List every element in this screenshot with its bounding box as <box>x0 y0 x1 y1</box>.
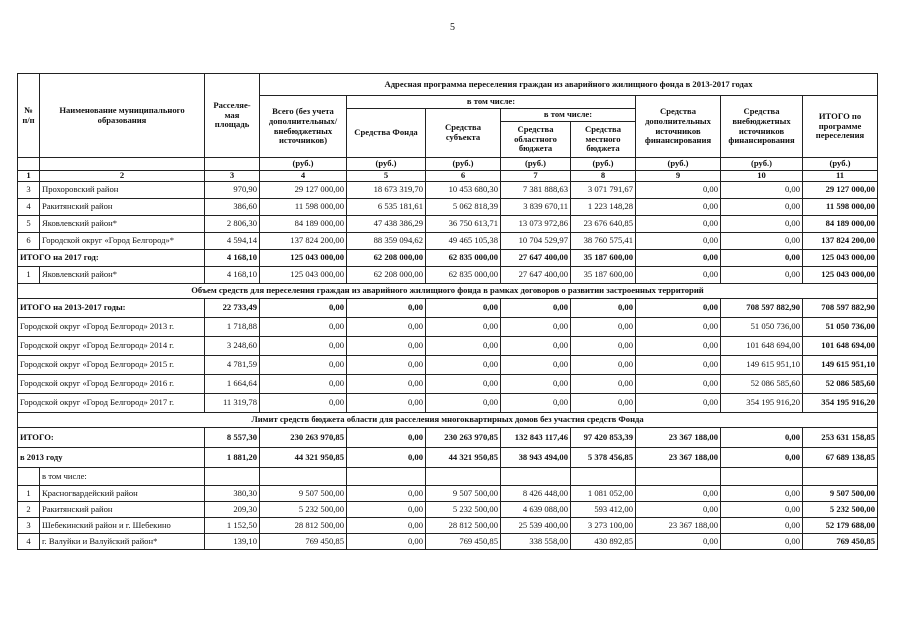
table-cell: 18 673 319,70 <box>347 182 426 199</box>
table-cell: 36 750 613,71 <box>426 216 501 233</box>
table-cell: 11 598 000,00 <box>260 199 347 216</box>
table-cell: 6 535 181,61 <box>347 199 426 216</box>
table-cell: 8 426 448,00 <box>501 486 571 502</box>
table-cell: 7 381 888,63 <box>501 182 571 199</box>
table-cell: Ракитянский район <box>40 199 205 216</box>
table-cell: 35 187 600,00 <box>571 267 636 284</box>
table-cell: 4 <box>18 199 40 216</box>
table-cell: 4 <box>18 534 40 550</box>
table-cell: 47 438 386,29 <box>347 216 426 233</box>
unit-label: (руб.) <box>501 158 571 171</box>
table-cell: 0,00 <box>260 375 347 394</box>
table-cell <box>18 468 40 486</box>
table-cell: 7 <box>501 171 571 182</box>
table-cell: 0,00 <box>501 356 571 375</box>
table-cell: 0,00 <box>721 428 803 448</box>
table-cell: 4 168,10 <box>205 267 260 284</box>
table-cell: 29 127 000,00 <box>803 182 878 199</box>
table-cell: 9 <box>636 171 721 182</box>
table-row <box>18 468 878 486</box>
table-cell: 4 639 088,00 <box>501 502 571 518</box>
table-cell: 0,00 <box>636 356 721 375</box>
table-cell: 593 412,00 <box>571 502 636 518</box>
table-cell: 0,00 <box>571 299 636 318</box>
table-cell: 9 507 500,00 <box>803 486 878 502</box>
table-cell: 10 <box>721 171 803 182</box>
table-body <box>18 171 878 550</box>
table-cell: 28 812 500,00 <box>260 518 347 534</box>
table-cell: 0,00 <box>347 428 426 448</box>
table-cell: 230 263 970,85 <box>260 428 347 448</box>
table-row <box>18 337 878 356</box>
table-cell: 4 594,14 <box>205 233 260 250</box>
table-cell: ИТОГО на 2013-2017 годы: <box>18 299 205 318</box>
table-cell: Яковлевский район* <box>40 267 205 284</box>
table-cell: 149 615 951,10 <box>721 356 803 375</box>
table-cell: 4 168,10 <box>205 250 260 267</box>
table-cell: 0,00 <box>347 356 426 375</box>
table-cell: 35 187 600,00 <box>571 250 636 267</box>
table-row <box>18 534 878 550</box>
table-cell: 132 843 117,46 <box>501 428 571 448</box>
table-cell: 1 081 052,00 <box>571 486 636 502</box>
table-row <box>18 448 878 468</box>
table-cell: 0,00 <box>636 182 721 199</box>
table-cell <box>571 468 636 486</box>
subject-header: Средства субъекта <box>426 109 501 158</box>
table-cell: Городской округ «Город Белгород» 2014 г. <box>18 337 205 356</box>
table-cell: 2 <box>18 502 40 518</box>
table-cell: 0,00 <box>636 250 721 267</box>
table-row <box>18 284 878 299</box>
table-cell: 0,00 <box>347 502 426 518</box>
table-cell: 0,00 <box>721 216 803 233</box>
table-cell: 84 189 000,00 <box>803 216 878 233</box>
table-cell: 23 367 188,00 <box>636 518 721 534</box>
table-cell: 11 <box>803 171 878 182</box>
table-cell: 5 062 818,39 <box>426 199 501 216</box>
table-cell: 149 615 951,10 <box>803 356 878 375</box>
table-cell: 0,00 <box>347 518 426 534</box>
table-cell: 0,00 <box>501 299 571 318</box>
table-row <box>18 428 878 448</box>
table-cell: 708 597 882,90 <box>721 299 803 318</box>
table-cell: 51 050 736,00 <box>803 318 878 337</box>
table-cell: Лимит средств бюджета области для расселения многоквартирных домов без участия средств Фонда <box>18 413 878 428</box>
table-cell: 9 507 500,00 <box>260 486 347 502</box>
table-cell: 4 <box>260 171 347 182</box>
table-cell: 3 248,60 <box>205 337 260 356</box>
table-cell: 0,00 <box>347 337 426 356</box>
table-cell: 137 824 200,00 <box>260 233 347 250</box>
table-row <box>18 356 878 375</box>
table-row <box>18 394 878 413</box>
unit-label: (руб.) <box>803 158 878 171</box>
table-cell: Яковлевский район* <box>40 216 205 233</box>
table-cell: 386,60 <box>205 199 260 216</box>
table-cell: 1 223 148,28 <box>571 199 636 216</box>
table-cell: 6 <box>18 233 40 250</box>
table-cell: 0,00 <box>721 250 803 267</box>
table-cell: Городской округ «Город Белгород» 2015 г. <box>18 356 205 375</box>
table-cell: 8 557,30 <box>205 428 260 448</box>
table-cell: 769 450,85 <box>803 534 878 550</box>
table-cell: 11 598 000,00 <box>803 199 878 216</box>
table-row <box>18 502 878 518</box>
table-cell <box>803 468 878 486</box>
table-cell: 0,00 <box>347 448 426 468</box>
table-cell: 1 <box>18 267 40 284</box>
table-cell: 0,00 <box>347 534 426 550</box>
table-cell: ИТОГО: <box>18 428 205 448</box>
table-cell: Прохоровский район <box>40 182 205 199</box>
table-cell: 44 321 950,85 <box>260 448 347 468</box>
table-cell: 1 <box>18 171 40 182</box>
col-name-header: Наименование муниципального образования <box>40 74 205 158</box>
table-cell: 2 <box>40 171 205 182</box>
table-cell: г. Валуйки и Валуйский район* <box>40 534 205 550</box>
table-cell: 0,00 <box>347 394 426 413</box>
table-cell: 0,00 <box>636 233 721 250</box>
table-cell: 0,00 <box>571 356 636 375</box>
table-row <box>18 199 878 216</box>
table-cell: Ракитянский район <box>40 502 205 518</box>
table-cell: 38 943 494,00 <box>501 448 571 468</box>
table-cell: 27 647 400,00 <box>501 267 571 284</box>
total-header: Всего (без учета дополнительных/ внебюджетных источников) <box>260 96 347 158</box>
table-cell: 0,00 <box>721 182 803 199</box>
table-cell: 28 812 500,00 <box>426 518 501 534</box>
table-cell: 0,00 <box>636 299 721 318</box>
table-cell: 5 <box>18 216 40 233</box>
table-cell: 62 208 000,00 <box>347 267 426 284</box>
table-cell: 1 664,64 <box>205 375 260 394</box>
table-cell <box>260 468 347 486</box>
unit-label: (руб.) <box>721 158 803 171</box>
table-cell: 4 781,59 <box>205 356 260 375</box>
table-cell: 5 378 456,85 <box>571 448 636 468</box>
table-cell: 0,00 <box>501 318 571 337</box>
table-cell: 0,00 <box>721 502 803 518</box>
table-row <box>18 267 878 284</box>
table-cell: 10 453 680,30 <box>426 182 501 199</box>
table-cell: 0,00 <box>426 356 501 375</box>
including2-header: в том числе: <box>501 109 636 122</box>
table-cell: 88 359 094,62 <box>347 233 426 250</box>
page-number: 5 <box>450 22 455 33</box>
table-cell: 11 319,78 <box>205 394 260 413</box>
table-cell: 0,00 <box>721 267 803 284</box>
unit-label: (руб.) <box>636 158 721 171</box>
table-row <box>18 518 878 534</box>
table-cell: 0,00 <box>347 299 426 318</box>
table-cell: 0,00 <box>260 318 347 337</box>
table-cell: 3 <box>18 182 40 199</box>
table-cell: ИТОГО на 2017 год: <box>18 250 205 267</box>
table-cell: 0,00 <box>721 486 803 502</box>
table-cell: 1 <box>18 486 40 502</box>
table-row <box>18 182 878 199</box>
table-cell: 3 071 791,67 <box>571 182 636 199</box>
table-cell <box>636 468 721 486</box>
table-cell: 38 760 575,41 <box>571 233 636 250</box>
table-cell: 8 <box>571 171 636 182</box>
table-cell: 22 733,49 <box>205 299 260 318</box>
table-cell: 2 806,30 <box>205 216 260 233</box>
table-cell: 0,00 <box>636 375 721 394</box>
table-cell: 23 367 188,00 <box>636 428 721 448</box>
table-cell: 5 <box>347 171 426 182</box>
table-row <box>18 318 878 337</box>
table-cell <box>721 468 803 486</box>
table-cell: 354 195 916,20 <box>803 394 878 413</box>
table-cell: 0,00 <box>501 337 571 356</box>
table-cell: 139,10 <box>205 534 260 550</box>
table-cell: 23 676 640,85 <box>571 216 636 233</box>
table-cell: Городской округ «Город Белгород» 2016 г. <box>18 375 205 394</box>
table-cell: 125 043 000,00 <box>803 267 878 284</box>
table-cell <box>347 468 426 486</box>
table-cell: 0,00 <box>721 518 803 534</box>
table-cell: 125 043 000,00 <box>803 250 878 267</box>
table-cell: 708 597 882,90 <box>803 299 878 318</box>
table-cell: 5 232 500,00 <box>260 502 347 518</box>
table-cell: 380,30 <box>205 486 260 502</box>
program-total-header: ИТОГО по программе переселения <box>803 96 878 158</box>
table-cell: 49 465 105,38 <box>426 233 501 250</box>
table-cell: 52 086 585,60 <box>721 375 803 394</box>
table-cell <box>205 468 260 486</box>
table-cell: 0,00 <box>636 534 721 550</box>
table-row <box>18 413 878 428</box>
table-cell: 62 835 000,00 <box>426 250 501 267</box>
table-cell: 769 450,85 <box>426 534 501 550</box>
unit-label: (руб.) <box>347 158 426 171</box>
table-cell: 0,00 <box>347 318 426 337</box>
table-cell: 3 <box>205 171 260 182</box>
table-cell: 125 043 000,00 <box>260 250 347 267</box>
table-row <box>18 375 878 394</box>
table-cell: 51 050 736,00 <box>721 318 803 337</box>
table-cell: 10 704 529,97 <box>501 233 571 250</box>
table-cell: 0,00 <box>636 318 721 337</box>
table-cell: 0,00 <box>501 375 571 394</box>
col-area-header: Расселяе-мая площадь <box>205 74 260 158</box>
table-cell: 62 208 000,00 <box>347 250 426 267</box>
local-header: Средства местного бюджета <box>571 122 636 158</box>
program-table <box>17 73 878 550</box>
table-row <box>18 233 878 250</box>
col-num-header: № п/п <box>18 74 40 158</box>
table-cell: 0,00 <box>636 337 721 356</box>
table-cell: 101 648 694,00 <box>803 337 878 356</box>
table-cell: 0,00 <box>260 299 347 318</box>
table-cell: Городской округ «Город Белгород» 2013 г. <box>18 318 205 337</box>
table-cell: 430 892,85 <box>571 534 636 550</box>
table-cell: 67 689 138,85 <box>803 448 878 468</box>
table-cell: 1 152,50 <box>205 518 260 534</box>
table-cell: 29 127 000,00 <box>260 182 347 199</box>
table-cell: 0,00 <box>721 199 803 216</box>
table-cell: 0,00 <box>636 502 721 518</box>
unit-label: (руб.) <box>260 158 347 171</box>
table-cell: 125 043 000,00 <box>260 267 347 284</box>
table-cell: 0,00 <box>636 394 721 413</box>
table-cell: 0,00 <box>571 318 636 337</box>
table-cell: 84 189 000,00 <box>260 216 347 233</box>
table-cell: 1 881,20 <box>205 448 260 468</box>
table-cell: 62 835 000,00 <box>426 267 501 284</box>
regional-header: Средства областного бюджета <box>501 122 571 158</box>
table-cell: 0,00 <box>260 337 347 356</box>
table-cell: 0,00 <box>721 233 803 250</box>
table-cell: 970,90 <box>205 182 260 199</box>
table-cell: 0,00 <box>260 394 347 413</box>
table-cell: 0,00 <box>426 299 501 318</box>
table-cell: 0,00 <box>426 337 501 356</box>
table-cell: 0,00 <box>636 267 721 284</box>
table-cell: 3 <box>18 518 40 534</box>
program-title: Адресная программа переселения граждан из аварийного жилищного фонда в 2013-2017 годах <box>260 74 878 96</box>
table-cell: 0,00 <box>347 486 426 502</box>
table-cell: 137 824 200,00 <box>803 233 878 250</box>
including-header: в том числе: <box>347 96 636 109</box>
table-cell: 9 507 500,00 <box>426 486 501 502</box>
table-cell: 354 195 916,20 <box>721 394 803 413</box>
table-cell: 97 420 853,39 <box>571 428 636 448</box>
table-cell: 0,00 <box>501 394 571 413</box>
table-cell: 0,00 <box>721 534 803 550</box>
table-cell: Шебекинский район и г. Шебекино <box>40 518 205 534</box>
table-cell: 0,00 <box>636 216 721 233</box>
table-cell: 101 648 694,00 <box>721 337 803 356</box>
table-cell: в том числе: <box>40 468 205 486</box>
table-cell: Объем средств для переселения граждан из аварийного жилищного фонда в рамках договоров о развитии застроенных территорий <box>18 284 878 299</box>
table-cell: 44 321 950,85 <box>426 448 501 468</box>
table-row <box>18 250 878 267</box>
table-cell: 0,00 <box>636 199 721 216</box>
table-cell: 3 273 100,00 <box>571 518 636 534</box>
table-cell <box>426 468 501 486</box>
table-cell: 0,00 <box>426 318 501 337</box>
table-cell: 6 <box>426 171 501 182</box>
table-cell: 0,00 <box>426 394 501 413</box>
table-cell <box>501 468 571 486</box>
table-cell: Городской округ «Город Белгород»* <box>40 233 205 250</box>
table-cell: 13 073 972,86 <box>501 216 571 233</box>
unit-label: (руб.) <box>426 158 501 171</box>
table-cell: 23 367 188,00 <box>636 448 721 468</box>
table-cell: 0,00 <box>426 375 501 394</box>
table-cell: 253 631 158,85 <box>803 428 878 448</box>
table-cell: Городской округ «Город Белгород» 2017 г. <box>18 394 205 413</box>
table-cell: 0,00 <box>721 448 803 468</box>
table-cell: 25 539 400,00 <box>501 518 571 534</box>
table-row <box>18 299 878 318</box>
table-cell: 209,30 <box>205 502 260 518</box>
table-cell: Красногвардейский район <box>40 486 205 502</box>
table-cell: 0,00 <box>347 375 426 394</box>
table-row <box>18 216 878 233</box>
table-cell: 3 839 670,11 <box>501 199 571 216</box>
table-cell: 52 086 585,60 <box>803 375 878 394</box>
table-cell: 230 263 970,85 <box>426 428 501 448</box>
table-cell: 769 450,85 <box>260 534 347 550</box>
table-cell: 1 718,88 <box>205 318 260 337</box>
table-cell: 5 232 500,00 <box>426 502 501 518</box>
extrabudget-header: Средства внебюджетных источников финансирования <box>721 96 803 158</box>
table-cell: 27 647 400,00 <box>501 250 571 267</box>
table-cell: 5 232 500,00 <box>803 502 878 518</box>
unit-label: (руб.) <box>571 158 636 171</box>
table-cell: 0,00 <box>636 486 721 502</box>
table-cell: 0,00 <box>260 356 347 375</box>
table-cell: 338 558,00 <box>501 534 571 550</box>
table-cell: 0,00 <box>571 375 636 394</box>
table-cell: в 2013 году <box>18 448 205 468</box>
fund-header: Средства Фонда <box>347 109 426 158</box>
table-cell: 52 179 688,00 <box>803 518 878 534</box>
table-row <box>18 486 878 502</box>
table-cell: 0,00 <box>571 337 636 356</box>
additional-header: Средства дополнительных источников финансирования <box>636 96 721 158</box>
table-row <box>18 171 878 182</box>
table-cell: 0,00 <box>571 394 636 413</box>
